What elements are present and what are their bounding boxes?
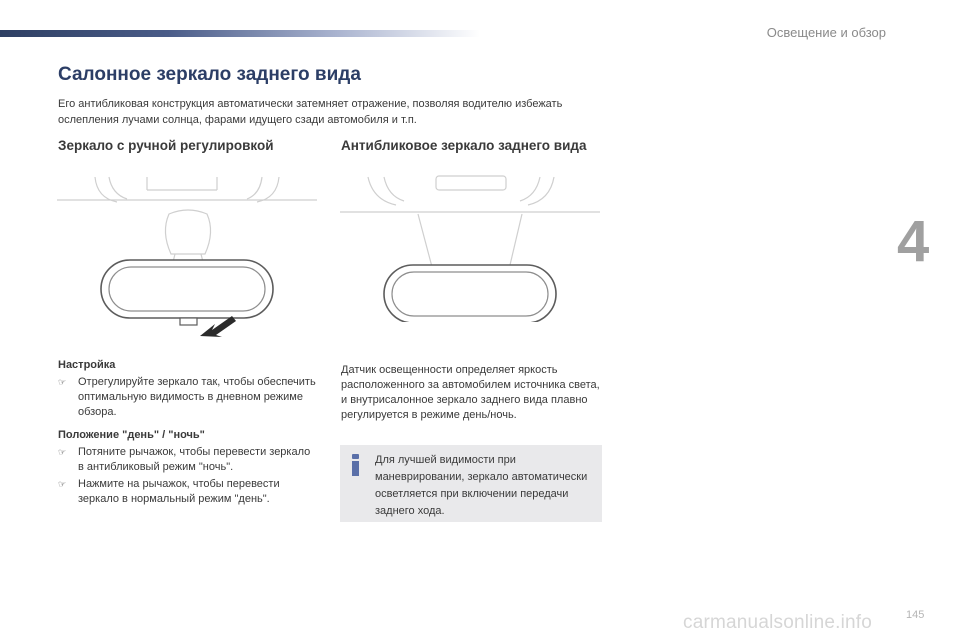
list-item: [58, 477, 318, 507]
day-bullet-text: Нажмите на рычажок, чтобы перевести зеркало в нормальный режим "день".: [78, 478, 280, 505]
pointer-hand-icon: ☞: [58, 479, 67, 489]
adjust-bullet-text: Отрегулируйте зеркало так, чтобы обеспечить оптимальную видимость в дневном режиме обзора.: [78, 376, 316, 418]
pointer-hand-icon: ☞: [58, 447, 67, 457]
page-number: 145: [906, 609, 925, 621]
press-arrow-icon: [200, 316, 236, 337]
adjust-label: Настройка: [58, 359, 116, 371]
manual-mirror-illustration: [57, 172, 319, 347]
night-bullet-text: Потяните рычажок, чтобы перевести зеркало в антибликовый режим "ночь".: [78, 446, 311, 473]
info-box: [340, 445, 602, 522]
auto-mirror-description: Датчик освещенности определяет яркость расположенного за автомобилем источника света, и внутрисалонное зеркало заднего вида плавно регулируется в режиме день/ночь.: [341, 364, 600, 421]
auto-mirror-illustration: [340, 172, 602, 322]
page-title: Салонное зеркало заднего вида: [58, 64, 361, 85]
chapter-number: 4: [897, 209, 930, 274]
info-icon: [352, 454, 359, 476]
list-item: [58, 445, 318, 475]
intro-paragraph: Его антибликовая конструкция автоматически затемняет отражение, позволяя водителю избежать ослепления лучами солнца, фарами идущего сзади автомобиля и т.п.: [58, 98, 563, 126]
list-item: [58, 375, 318, 420]
manual-mirror-instructions: [58, 358, 318, 509]
header-bar: [0, 30, 480, 37]
pointer-hand-icon: ☞: [58, 377, 67, 387]
daynight-label: Положение "день" / "ночь": [58, 429, 205, 441]
watermark: carmanualsonline.info: [683, 612, 873, 633]
auto-mirror-heading: Антибликовое зеркало заднего вида: [341, 138, 587, 153]
info-text: Для лучшей видимости при маневрировании, зеркало автоматически осветляется при включении передачи заднего хода.: [375, 454, 588, 517]
manual-mirror-heading: Зеркало с ручной регулировкой: [58, 138, 274, 153]
section-title: Освещение и обзор: [766, 25, 886, 40]
